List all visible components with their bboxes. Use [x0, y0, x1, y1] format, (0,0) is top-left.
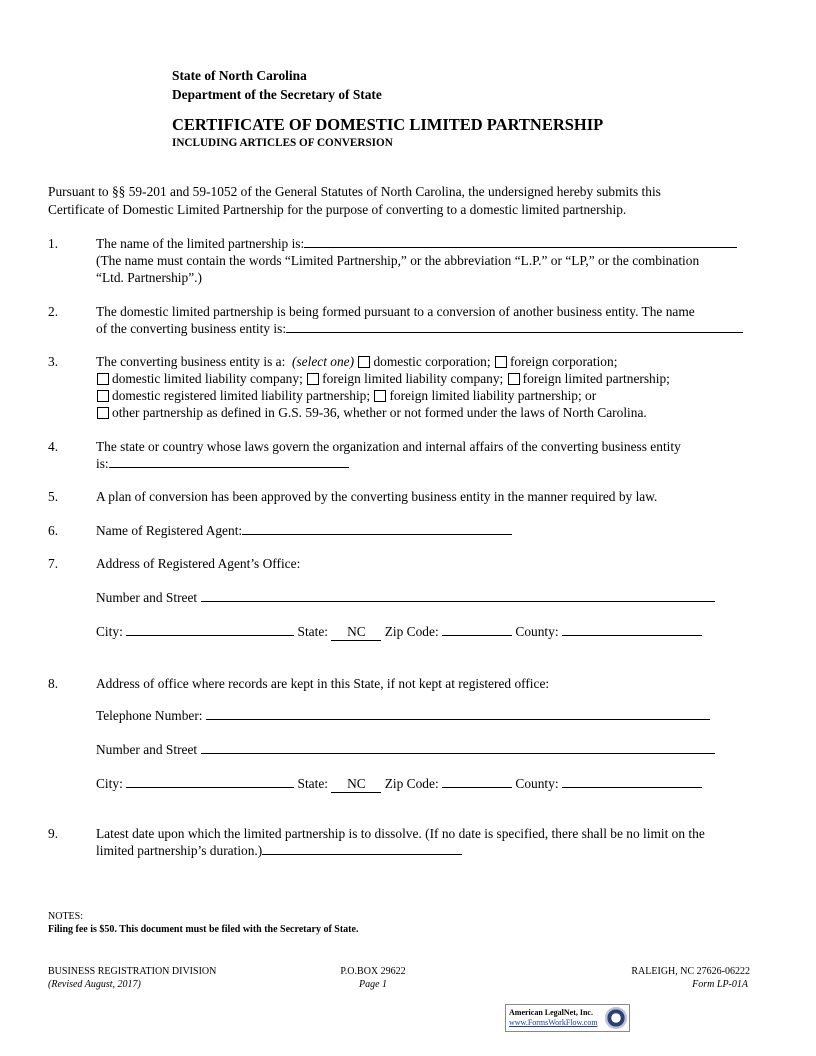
- item-1-label: The name of the limited partnership is:: [96, 236, 305, 251]
- item-3-row-2: [96, 370, 670, 387]
- item-4-line-1: The state or country whose laws govern the organization and internal affairs of the converting business entity: [96, 439, 681, 454]
- item-9-row: [96, 842, 462, 859]
- checkbox-other-partnership[interactable]: [97, 407, 109, 419]
- item-2-line-2: of the converting business entity is:: [96, 321, 287, 336]
- agent-state-field[interactable]: NC: [331, 623, 381, 641]
- item-6-row: [96, 522, 512, 539]
- item-3-row-4: [96, 404, 647, 421]
- checkbox-foreign-corporation[interactable]: [495, 356, 507, 368]
- item-3-row-3: [96, 387, 596, 404]
- footer-page: Page 1: [358, 979, 388, 990]
- item-8-phone-label: Telephone Number:: [96, 708, 203, 723]
- item-7-street-row: [96, 589, 715, 606]
- registered-agent-name-field[interactable]: [242, 522, 512, 535]
- item-8-city-label: City:: [96, 776, 123, 791]
- logo-company-name: American LegalNet, Inc.: [509, 1008, 593, 1017]
- seal-icon: [605, 1007, 627, 1029]
- american-legalnet-logo[interactable]: [505, 1004, 630, 1032]
- item-4-row: [96, 455, 349, 472]
- item-8-state-label: State:: [297, 776, 329, 791]
- item-7-county-label: County:: [515, 624, 559, 639]
- page-subtitle: INCLUDING ARTICLES OF CONVERSION: [172, 137, 393, 149]
- records-city-field[interactable]: [126, 775, 294, 788]
- item-8-zip-label: Zip Code:: [384, 776, 439, 791]
- agent-city-field[interactable]: [126, 623, 294, 636]
- footer-division: BUSINESS REGISTRATION DIVISION: [48, 966, 217, 977]
- item-4-line-2: is:: [96, 456, 109, 471]
- agent-street-field[interactable]: [201, 589, 715, 602]
- agent-county-field[interactable]: [562, 623, 702, 636]
- item-7-state-label: State:: [297, 624, 329, 639]
- agent-zip-field[interactable]: [442, 623, 512, 636]
- records-county-field[interactable]: [562, 775, 702, 788]
- item-1-number: 1.: [48, 236, 59, 251]
- item-8-county-label: County:: [515, 776, 559, 791]
- checkbox-foreign-lp[interactable]: [508, 373, 520, 385]
- checkbox-domestic-rllp[interactable]: [97, 390, 109, 402]
- converting-entity-name-field[interactable]: [286, 320, 743, 333]
- item-2-line-1: The domestic limited partnership is being formed pursuant to a conversion of another business entity. The name: [96, 304, 695, 319]
- item-7-zip-label: Zip Code:: [384, 624, 439, 639]
- option-other-partnership: other partnership as defined in G.S. 59-36, whether or not formed under the laws of North Carolina.: [112, 405, 647, 420]
- records-street-field[interactable]: [201, 741, 715, 754]
- item-5-number: 5.: [48, 489, 59, 504]
- option-foreign-corporation: foreign corporation;: [509, 354, 618, 369]
- footer-city: RALEIGH, NC 27626-06222: [631, 966, 750, 977]
- item-7-number: 7.: [48, 556, 59, 571]
- item-1-note-1: (The name must contain the words “Limited Partnership,” or the abbreviation “L.P.” or “LP,” or the combination: [96, 253, 700, 268]
- item-8-city-row: [96, 775, 702, 793]
- option-domestic-llc: domestic limited liability company;: [112, 371, 303, 386]
- records-phone-field[interactable]: [206, 707, 710, 720]
- intro-line-2: Certificate of Domestic Limited Partnership for the purpose of converting to a domestic limited partnership.: [48, 202, 627, 217]
- item-6-number: 6.: [48, 523, 59, 538]
- option-foreign-llc: foreign limited liability company;: [322, 371, 504, 386]
- item-7-label: Address of Registered Agent’s Office:: [96, 556, 301, 571]
- item-8-phone-row: [96, 707, 710, 724]
- intro-line-1: Pursuant to §§ 59-201 and 59-1052 of the General Statutes of North Carolina, the undersigned hereby submits this: [48, 184, 661, 199]
- state-name: State of North Carolina: [172, 68, 307, 83]
- option-foreign-llp: foreign limited liability partnership; or: [389, 388, 597, 403]
- item-3-number: 3.: [48, 354, 59, 369]
- item-1-row: [96, 235, 737, 252]
- notes-fee: Filing fee is $50. This document must be filed with the Secretary of State.: [48, 924, 359, 935]
- footer-pobox: P.O.BOX 29622: [340, 966, 406, 977]
- checkbox-foreign-llc[interactable]: [307, 373, 319, 385]
- dissolution-date-field[interactable]: [262, 842, 462, 855]
- item-7-city-label: City:: [96, 624, 123, 639]
- item-4-number: 4.: [48, 439, 59, 454]
- item-7-city-row: [96, 623, 702, 641]
- records-zip-field[interactable]: [442, 775, 512, 788]
- logo-url-link[interactable]: www.FormsWorkFlow.com: [509, 1018, 598, 1027]
- item-9-number: 9.: [48, 826, 59, 841]
- footer-revised: (Revised August, 2017): [48, 979, 141, 990]
- item-2-row: [96, 320, 743, 337]
- governing-jurisdiction-field[interactable]: [109, 455, 349, 468]
- item-5-text: A plan of conversion has been approved by the converting business entity in the manner required by law.: [96, 489, 658, 504]
- item-2-number: 2.: [48, 304, 59, 319]
- page-title: CERTIFICATE OF DOMESTIC LIMITED PARTNERSHIP: [172, 115, 604, 134]
- option-foreign-lp: foreign limited partnership;: [522, 371, 670, 386]
- item-9-line-2: limited partnership’s duration.): [96, 843, 263, 858]
- records-state-field[interactable]: NC: [331, 775, 381, 793]
- item-8-street-label: Number and Street: [96, 742, 198, 757]
- checkbox-foreign-llp[interactable]: [374, 390, 386, 402]
- checkbox-domestic-corporation[interactable]: [358, 356, 370, 368]
- notes-heading: NOTES:: [48, 911, 83, 922]
- item-7-street-label: Number and Street: [96, 590, 198, 605]
- footer-form: Form LP-01A: [692, 979, 748, 990]
- item-3-select-hint: (select one): [292, 354, 355, 369]
- department-name: Department of the Secretary of State: [172, 87, 382, 102]
- item-3-row-1: [96, 353, 617, 370]
- item-9-line-1: Latest date upon which the limited partnership is to dissolve. (If no date is specified, there shall be no limit on the: [96, 826, 705, 841]
- item-8-label: Address of office where records are kept in this State, if not kept at registered office:: [96, 676, 550, 691]
- item-1-note-2: “Ltd. Partnership”.): [96, 270, 202, 285]
- partnership-name-field[interactable]: [304, 235, 737, 248]
- option-domestic-corporation: domestic corporation;: [373, 354, 491, 369]
- item-8-number: 8.: [48, 676, 59, 691]
- item-6-label: Name of Registered Agent:: [96, 523, 243, 538]
- item-3-lead: The converting business entity is a:: [96, 354, 286, 369]
- item-8-street-row: [96, 741, 715, 758]
- checkbox-domestic-llc[interactable]: [97, 373, 109, 385]
- option-domestic-rllp: domestic registered limited liability partnership;: [112, 388, 371, 403]
